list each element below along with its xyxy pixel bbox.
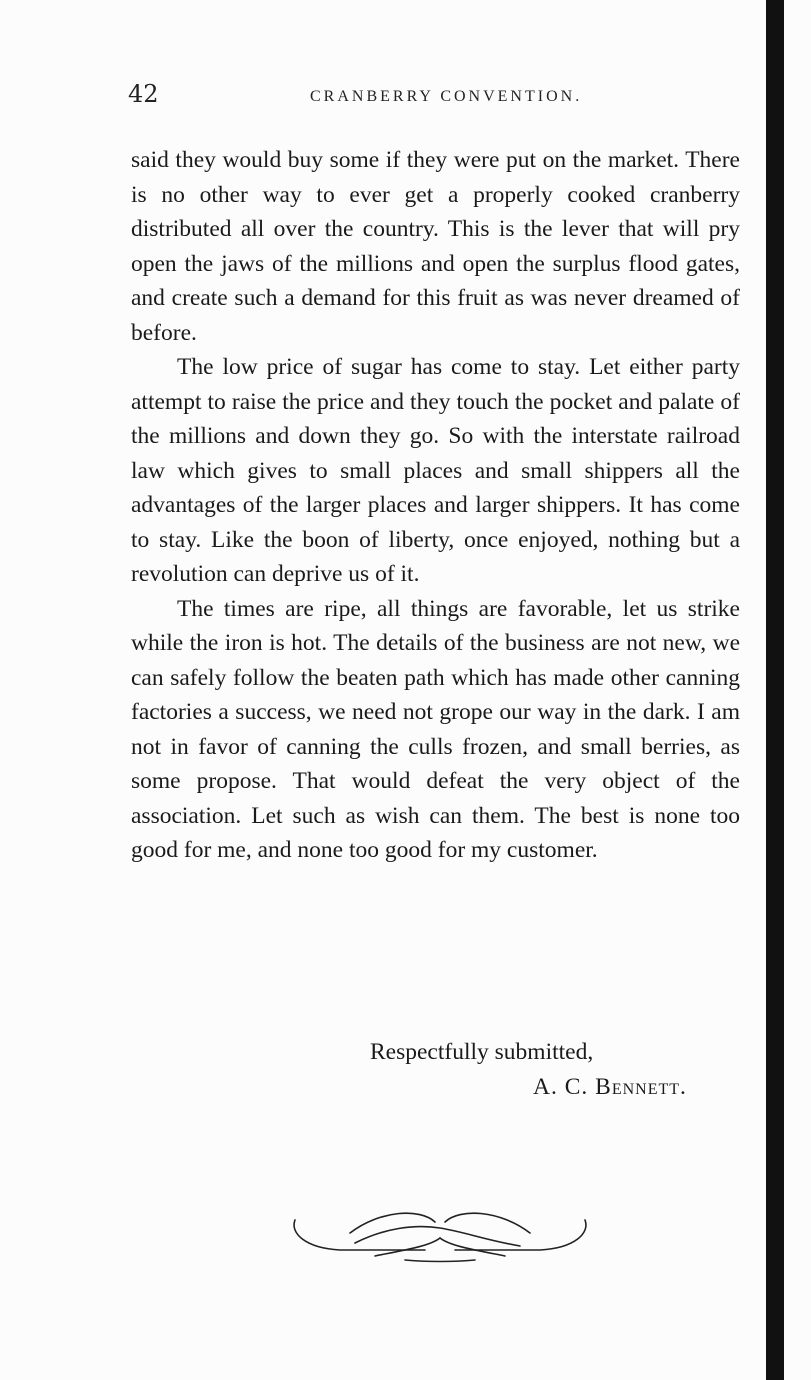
page-number: 42 — [128, 80, 159, 108]
paragraph: The low price of sugar has come to stay. Let either party attempt to raise the price and they touch the pocket and palate of the millions and down they go. So with the interstate railroad law which gives to small places and small shippers all the advantages of the larger places and larger shippers. It has come to stay. Like the boon of liberty, once enjoyed, nothing but a revolution can deprive us of it. — [131, 354, 740, 587]
body-text — [131, 143, 740, 868]
signature: A. C. Bennett. — [533, 1074, 687, 1100]
paragraph: said they would buy some if they were put on the market. There is no other way to ever get a properly cooked cranberry distributed all over the country. This is the lever that will pry open the jaws of the millions and open the surplus flood gates, and create such a demand for this fruit as was never dreamed of before. — [131, 147, 740, 346]
decorative-ornament-icon — [285, 1198, 595, 1268]
running-head: CRANBERRY CONVENTION. — [310, 88, 583, 105]
page-edge-bar — [766, 0, 784, 1380]
paragraph: The times are ripe, all things are favorable, let us strike while the iron is hot. The details of the business are not new, we can safely follow the beaten path which has made other canning factories a success, we need not grope our way in the dark. I am not in favor of canning the culls frozen, and small berries, as some propose. That would defeat the very object of the association. Let such as wish can them. The best is none too good for me, and none too good for my customer. — [131, 595, 740, 863]
signoff: Respectfully submitted, — [370, 1039, 594, 1065]
